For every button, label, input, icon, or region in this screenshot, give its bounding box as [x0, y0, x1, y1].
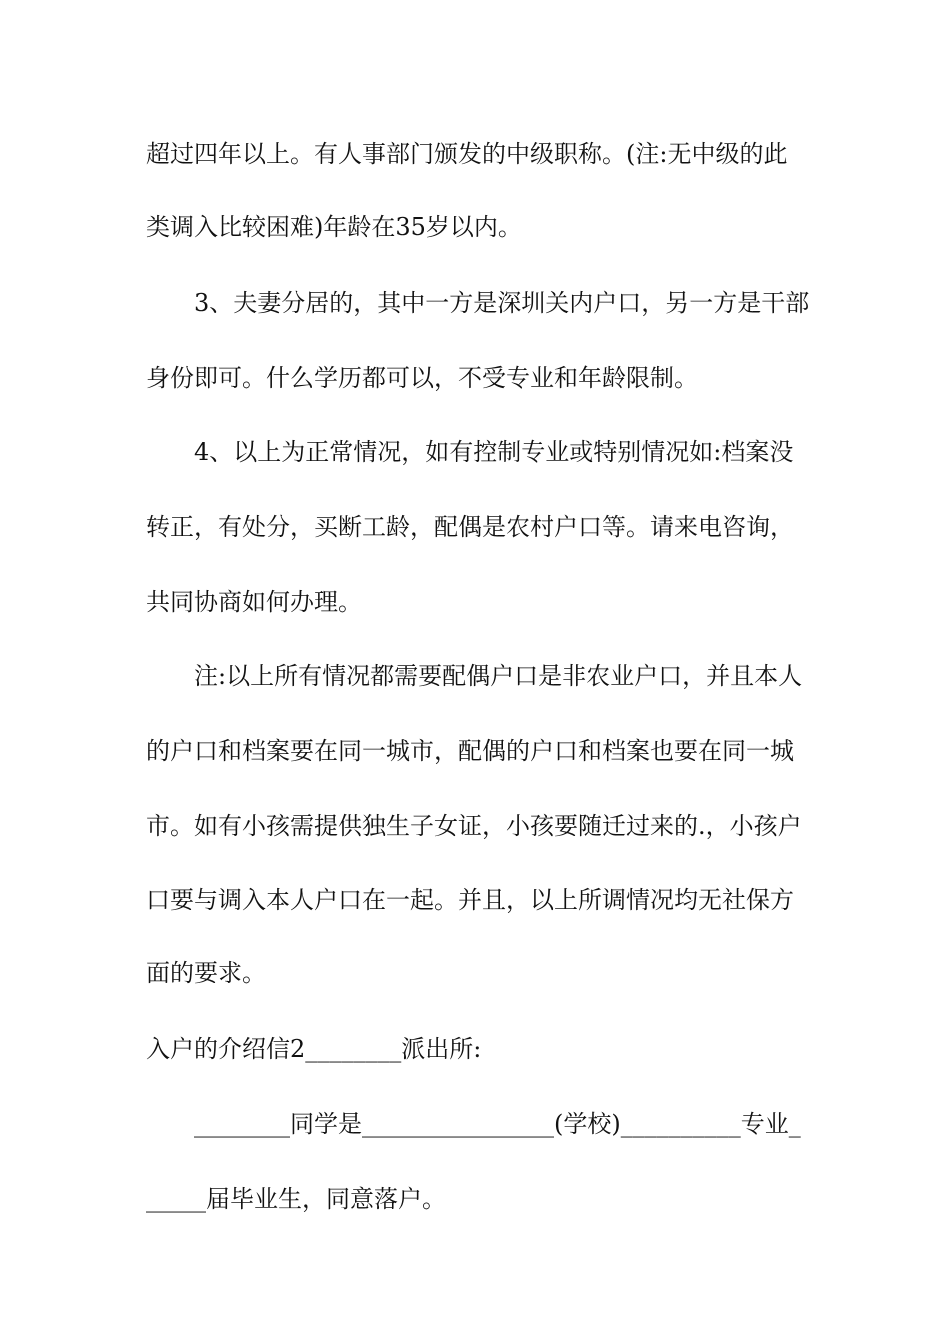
paragraph-4-line: 4、以上为正常情况，如有控制专业或特别情况如:档案没: [194, 438, 794, 466]
letter-body-line: ________同学是________________(学校)__________专业_: [194, 1110, 801, 1138]
text-line: 超过四年以上。有人事部门颁发的中级职称。(注:无中级的此: [146, 140, 788, 168]
text-line: 共同协商如何办理。: [146, 588, 362, 616]
text-line: 的户口和档案要在同一城市，配偶的户口和档案也要在同一城: [146, 737, 794, 765]
text-line: 口要与调入本人户口在一起。并且，以上所调情况均无社保方: [146, 886, 794, 914]
paragraph-3-line: 3、夫妻分居的，其中一方是深圳关内户口，另一方是干部: [194, 289, 810, 317]
text-line: 市。如有小孩需提供独生子女证，小孩要随迁过来的.，小孩户: [146, 812, 802, 840]
note-paragraph-line: 注:以上所有情况都需要配偶户口是非农业户口，并且本人: [194, 662, 803, 690]
letter-heading: 入户的介绍信2________派出所:: [146, 1035, 482, 1063]
text-line: 类调入比较困难)年龄在35岁以内。: [146, 213, 522, 241]
text-line: 转正，有处分，买断工龄，配偶是农村户口等。请来电咨询，: [146, 513, 794, 541]
letter-body-line: _____届毕业生，同意落户。: [146, 1185, 446, 1213]
text-line: 面的要求。: [146, 959, 266, 987]
text-line: 身份即可。什么学历都可以，不受专业和年龄限制。: [146, 364, 698, 392]
